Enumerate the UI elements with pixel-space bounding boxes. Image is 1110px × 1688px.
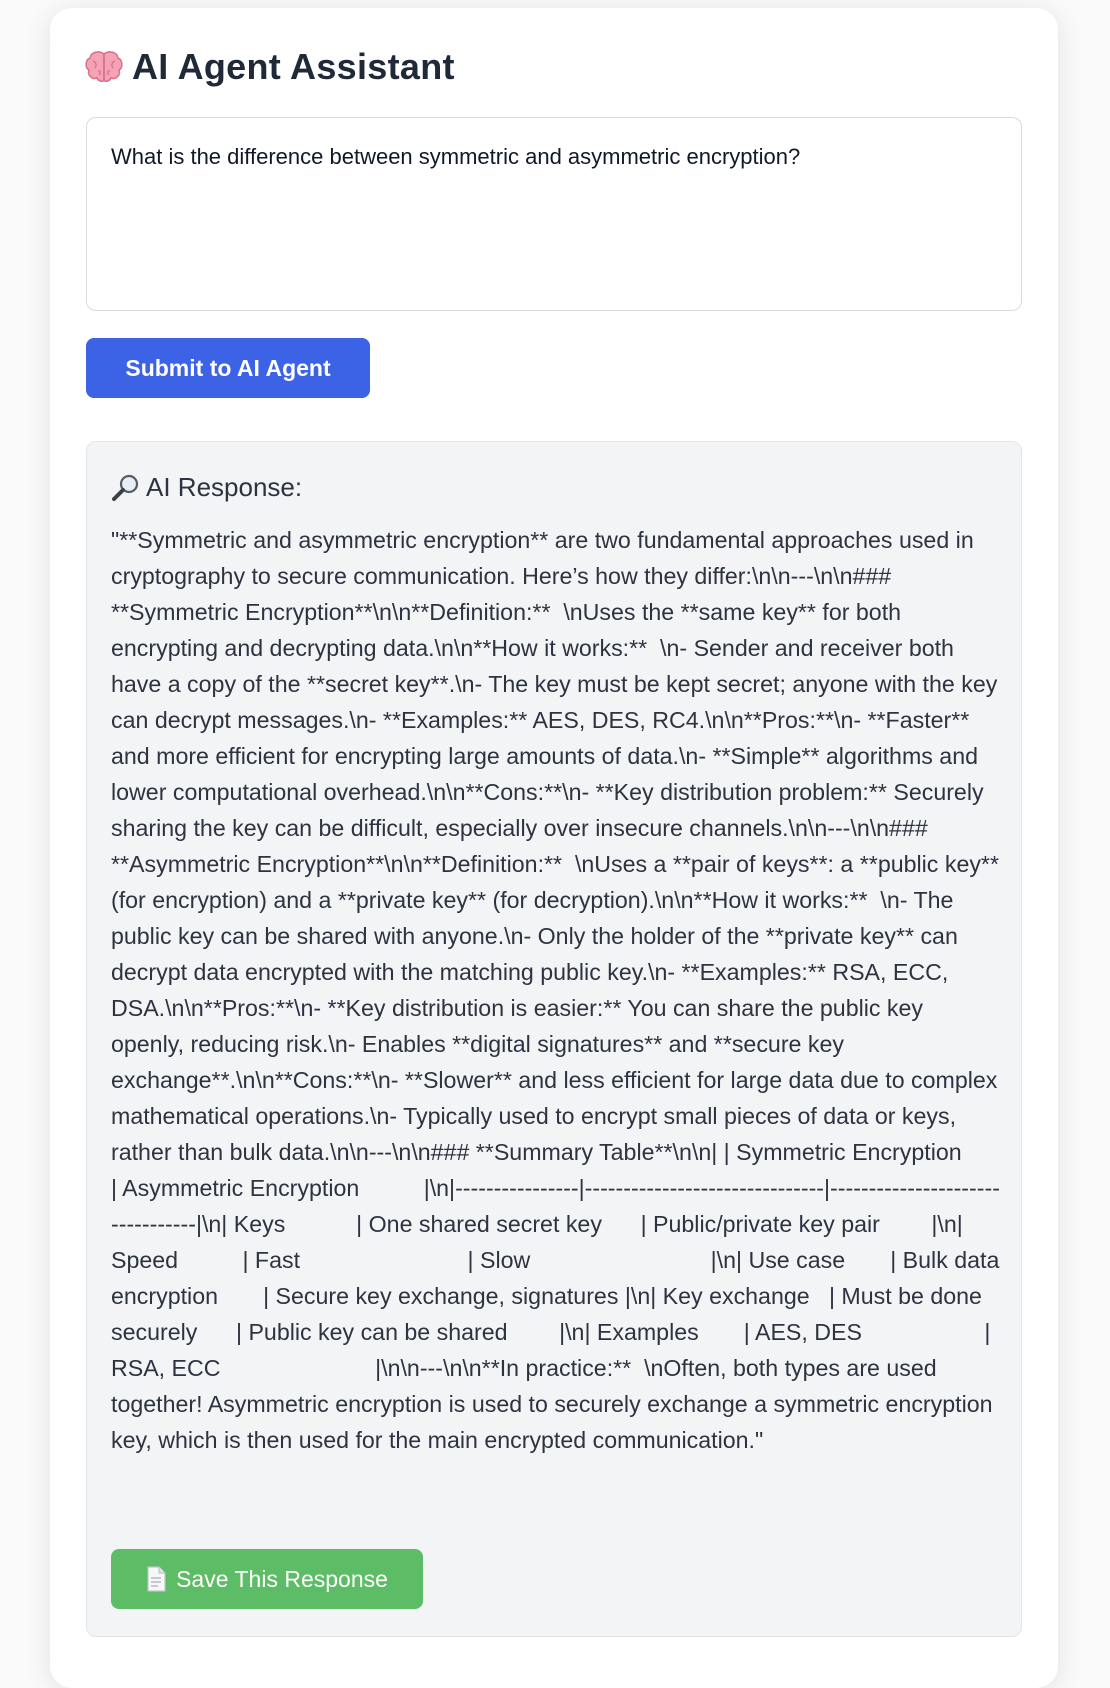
save-response-label: Save This Response bbox=[176, 1565, 388, 1592]
prompt-input[interactable] bbox=[86, 117, 1022, 311]
page-title-text: AI Agent Assistant bbox=[132, 46, 455, 87]
response-heading-text: AI Response: bbox=[146, 472, 303, 502]
response-text: "**Symmetric and asymmetric encryption** are two fundamental approaches used in cryptography to secure communication. Here’s how they differ:\n\n---\n\n### **Symmetric Encryption**\n\n**Definition:** \nUses the **same key** for both encrypting and decrypting data.\n\n**How it works:** \n- Sender and receiver both have a copy of the **secret key**.\n- The key must be kept secret; anyone with the key can decrypt messages.\n- **Examples:** AES, DES, RC4.\n\n**Pros:**\n- **Faster** and more efficient for encrypting large amounts of data.\n- **Simple** algorithms and lower computational overhead.\n\n**Cons:**\n- **Key distribution problem:** Securely sharing the key can be difficult, especially over insecure channels.\n\n---\n\n### **Asymmetric Encryption**\n\n**Definition:** \nUses a **pair of keys**: a **public key** (for encryption) and a **private key** (for decryption).\n\n**How it works:** \n- The public key can be shared with anyone.\n- Only the holder of the **private key** can decrypt data encrypted with the matching public key.\n- **Examples:** RSA, ECC, DSA.\n\n**Pros:**\n- **Key distribution is easier:** You can share the public key openly, reducing risk.\n- Enables **digital signatures** and **secure key exchange**.\n\n**Cons:**\n- **Slower** and less efficient for large data due to complex mathematical operations.\n- Typically used to encrypt small pieces of data or keys, rather than bulk data.\n\n---\n\n### **Summary Table**\n\n| | Symmetric Encryption | Asymmetric Encryption |\n|----------------|-------------------------------|---------------------------------|\n| Keys | One shared secret key | Public/private key pair |\n| Speed | Fast | Slow |\n| Use case | Bulk data encryption | Secure key exchange, signatures |\n| Key exchange | Must be done securely | Public key can be shared |\n| Examples | AES, DES | RSA, ECC |\n\n---\n\n**In practice:** \nOften, both types are used together! Asymmetric encryption is used to securely exchange a symmetric encryption key, which is then used for the main encrypted communication." bbox=[111, 527, 1007, 1453]
magnifier-icon bbox=[111, 473, 141, 503]
document-icon bbox=[146, 1566, 166, 1592]
brain-icon bbox=[84, 49, 124, 85]
save-response-button[interactable] bbox=[111, 1549, 423, 1609]
response-heading bbox=[111, 472, 302, 503]
page-title bbox=[84, 46, 455, 88]
assistant-card bbox=[50, 8, 1058, 1688]
response-panel bbox=[86, 441, 1022, 1637]
submit-button[interactable]: Submit to AI Agent bbox=[86, 338, 370, 398]
